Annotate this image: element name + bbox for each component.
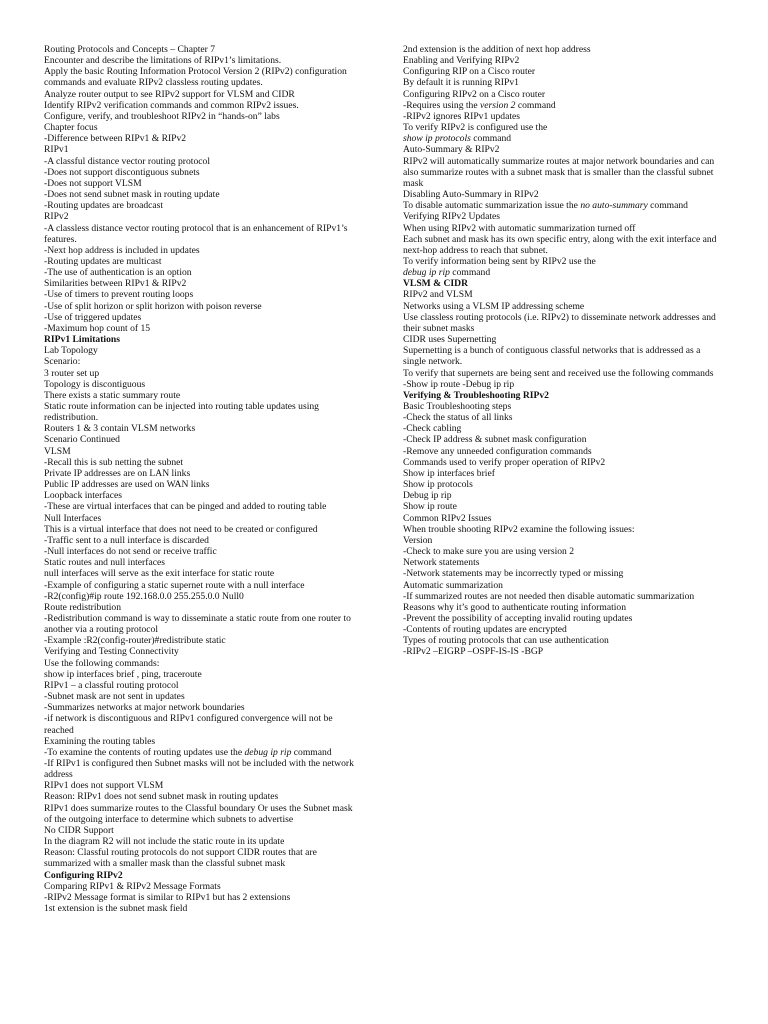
text-line: RIPv2 and VLSM <box>403 289 473 301</box>
text-line: Networks using a VLSM IP addressing scheme <box>403 300 585 312</box>
text-line: Static route information can be injected into routing table updates using redistribution. <box>44 401 319 424</box>
text-line: -Network statements may be incorrectly typed or missing <box>403 568 624 580</box>
text-line: Use the following commands: <box>44 657 160 669</box>
text-line: -Prevent the possibility of accepting invalid routing updates <box>403 612 633 624</box>
text-line <box>403 100 723 111</box>
text-line: Reasons why it’s good to authenticate routing information <box>403 601 627 613</box>
text-line: Scenario: <box>44 356 81 368</box>
text-line: -The use of authentication is an option <box>44 267 192 279</box>
text-line: When trouble shooting RIPv2 examine the following issues: <box>403 523 635 535</box>
text-line: Private IP addresses are on LAN links <box>44 467 191 479</box>
text-line: Enabling and Verifying RIPv2 <box>403 55 520 67</box>
text-line: -Routing updates are broadcast <box>44 200 164 212</box>
text-line: Comparing RIPv1 & RIPv2 Message Formats <box>44 880 221 892</box>
text-line: Verifying RIPv2 Updates <box>403 211 500 223</box>
text-line: Network statements <box>403 557 480 569</box>
text-line: Version <box>403 534 433 546</box>
text-line: -Traffic sent to a null interface is discarded <box>44 534 209 546</box>
text-line: Verifying and Testing Connectivity <box>44 646 179 658</box>
text-line: RIPv1 does summarize routes to the Classful boundary Or uses the Subnet mask of the outgoing interface to determine which subnets to advertise <box>44 802 353 825</box>
text-line: -Redistribution command is way to disseminate a static route from one router to another via a routing protocol <box>44 612 351 636</box>
text-line: Routers 1 & 3 contain VLSM networks <box>44 423 196 435</box>
text-line: -These are virtual interfaces that can be pinged and added to routing table <box>44 501 327 513</box>
text-line: -Check to make sure you are using version 2 <box>403 546 575 558</box>
text-line: -Routing updates are multicast <box>44 255 162 267</box>
text-line: By default it is running RIPv1 <box>403 77 519 89</box>
text-line: CIDR uses Supernetting <box>403 334 497 346</box>
text-line: Encounter and describe the limitations of RIPv1’s limitations. <box>44 55 282 67</box>
text-line: -Next hop address is included in updates <box>44 244 200 256</box>
text-line: RIPv2 <box>44 211 69 223</box>
text-line: Chapter focus <box>44 122 98 134</box>
text-line <box>44 747 360 758</box>
text-line: 1st extension is the subnet mask field <box>44 903 188 915</box>
text-line: -Remove any unneeded configuration commands <box>403 445 592 457</box>
text-line: -If summarized routes are not needed then disable automatic summarization <box>403 590 695 602</box>
text-line: To verify that supernets are being sent and received use the following commands <box>403 367 714 379</box>
text-line: Null Interfaces <box>44 512 102 524</box>
command-text: debug ip rip <box>244 746 292 758</box>
text-line: 2nd extension is the addition of next hop address <box>403 44 591 55</box>
text-line: Configuring RIP on a Cisco router <box>403 66 536 78</box>
text-line: RIPv2 will automatically summarize routes at major network boundaries and can also summarize routes with a subnet mask that is smaller than the classful subnet mask <box>403 155 715 189</box>
text-line: -Difference between RIPv1 & RIPv2 <box>44 133 187 145</box>
text-line: -Check the status of all links <box>403 412 513 424</box>
text-line: -RIPv2 ignores RIPv1 updates <box>403 110 520 122</box>
command-text: show ip protocols <box>403 133 471 145</box>
text-line: -if network is discontiguous and RIPv1 configured convergence will not be reached <box>44 713 333 736</box>
text-line: Public IP addresses are used on WAN links <box>44 479 210 491</box>
section-heading: Configuring RIPv2 <box>44 869 123 881</box>
text-line: -Does not support discontiguous subnets <box>44 166 200 178</box>
text-line: Loopback interfaces <box>44 490 123 502</box>
text-line: Basic Troubleshooting steps <box>403 401 512 412</box>
text-line: Apply the basic Routing Information Protocol Version 2 (RIPv2) configuration commands and evaluate RIPv2 classless routing updates. <box>44 66 347 89</box>
text-line: Configure, verify, and troubleshoot RIPv2 in “hands-on” labs <box>44 110 280 122</box>
text-line: -Example :R2(config-router)#redistribute static <box>44 635 226 647</box>
command-text: no auto-summary <box>580 200 648 212</box>
text-segment: command <box>647 200 688 212</box>
text-line: Reason: RIPv1 does not send subnet mask in routing updates <box>44 791 279 803</box>
section-heading: Verifying & Troubleshooting RIPv2 <box>403 389 549 401</box>
text-line: Reason: Classful routing protocols do not support CIDR routes that are summarized with a smaller mask than the classful subnet mask <box>44 847 317 870</box>
text-line: show ip interfaces brief , ping, traceroute <box>44 668 202 680</box>
text-line: -Check cabling <box>403 423 462 435</box>
text-line: No CIDR Support <box>44 824 114 836</box>
text-line: -RIPv2 –EIGRP –OSPF-IS-IS -BGP <box>403 646 544 658</box>
text-segment: -To examine the contents of routing updates use the <box>44 746 245 758</box>
text-line: Topology is discontiguous <box>44 378 146 390</box>
text-segment: command <box>470 133 512 145</box>
text-line: -Use of triggered updates <box>44 311 142 323</box>
text-line: Configuring RIPv2 on a Cisco router <box>403 88 546 100</box>
text-line: Static routes and null interfaces <box>44 557 165 569</box>
text-line: Scenario Continued <box>44 434 120 446</box>
text-line: Supernetting is a bunch of contiguous classful networks that is addressed as a single network. <box>403 345 701 368</box>
text-line: There exists a static summary route <box>44 389 181 401</box>
text-segment: command <box>515 99 556 111</box>
text-segment: command <box>291 746 332 758</box>
left-column <box>44 44 360 914</box>
text-line: Auto-Summary & RIPv2 <box>403 144 500 156</box>
text-line: Show ip route <box>403 501 457 513</box>
text-line: To verify information being sent by RIPv2 use the <box>403 255 596 267</box>
text-line: 3 router set up <box>44 367 100 379</box>
section-heading: RIPv1 Limitations <box>44 334 120 346</box>
text-line: Each subnet and mask has its own specific entry, along with the exit interface and next-hop address to reach that subnet. <box>403 233 717 256</box>
text-line: Examining the routing tables <box>44 735 156 747</box>
text-line: Types of routing protocols that can use authentication <box>403 635 609 647</box>
text-line: RIPv1 does not support VLSM <box>44 780 164 792</box>
text-line: -Use of timers to prevent routing loops <box>44 289 194 301</box>
text-line: This is a virtual interface that does not need to be created or configured <box>44 523 318 535</box>
text-line: -Summarizes networks at major network boundaries <box>44 702 245 714</box>
text-line: In the diagram R2 will not include the static route in its update <box>44 836 285 848</box>
text-line: To verify RIPv2 is configured use the <box>403 122 548 134</box>
text-line: -Subnet mask are not sent in updates <box>44 691 185 703</box>
text-line: Routing Protocols and Concepts – Chapter 7 <box>44 44 216 55</box>
text-line: RIPv1 – a classful routing protocol <box>44 679 179 691</box>
text-line: -Use of split horizon or split horizon with poison reverse <box>44 300 262 312</box>
text-line: RIPv1 <box>44 144 69 156</box>
text-line: -RIPv2 Message format is similar to RIPv1 but has 2 extensions <box>44 891 291 903</box>
text-line: Identify RIPv2 verification commands and common RIPv2 issues. <box>44 99 299 111</box>
right-column <box>403 44 723 658</box>
text-line: -Recall this is sub netting the subnet <box>44 456 184 468</box>
text-line: Automatic summarization <box>403 579 503 591</box>
text-line: -R2(config)#ip route 192.168.0.0 255.255.0.0 Null0 <box>44 590 244 602</box>
text-segment: command <box>449 267 491 279</box>
text-line: Lab Topology <box>44 345 98 357</box>
text-line: Similarities between RIPv1 & RIPv2 <box>44 278 187 290</box>
text-line: -A classless distance vector routing protocol that is an enhancement of RIPv1’s features. <box>44 222 348 245</box>
text-line: Common RIPv2 Issues <box>403 512 492 524</box>
text-line: Debug ip rip <box>403 490 452 502</box>
text-line: Route redistribution <box>44 601 122 613</box>
text-line <box>403 267 723 278</box>
text-segment: To disable automatic summarization issue the <box>403 200 581 212</box>
text-line: Commands used to verify proper operation of RIPv2 <box>403 456 606 468</box>
text-segment: -Requires using the <box>403 99 481 111</box>
text-line: -Does not send subnet mask in routing update <box>44 189 220 201</box>
text-line <box>403 133 723 144</box>
text-line: VLSM <box>44 445 71 457</box>
text-line <box>403 200 723 211</box>
text-line: -Check IP address & subnet mask configuration <box>403 434 587 446</box>
text-line: -Example of configuring a static supernet route with a null interface <box>44 579 305 591</box>
text-line: null interfaces will serve as the exit interface for static route <box>44 568 275 580</box>
text-line: -Maximum hop count of 15 <box>44 322 151 334</box>
text-line: -Does not support VLSM <box>44 177 142 189</box>
text-line: -Null interfaces do not send or receive traffic <box>44 546 217 558</box>
text-line: Use classless routing protocols (i.e. RIPv2) to disseminate network addresses and their subnet masks <box>403 311 716 334</box>
text-line: -Contents of routing updates are encrypted <box>403 624 567 636</box>
command-text: version 2 <box>480 99 516 111</box>
section-heading: VLSM & CIDR <box>403 278 469 290</box>
text-line: -If RIPv1 is configured then Subnet masks will not be included with the network address <box>44 758 354 781</box>
text-line: -A classful distance vector routing protocol <box>44 155 210 167</box>
text-line: Analyze router output to see RIPv2 support for VLSM and CIDR <box>44 88 295 100</box>
text-line: Show ip interfaces brief <box>403 467 495 479</box>
command-text: debug ip rip <box>403 267 450 279</box>
text-line: -Show ip route -Debug ip rip <box>403 378 515 390</box>
text-line: When using RIPv2 with automatic summarization turned off <box>403 222 636 234</box>
text-line: Show ip protocols <box>403 479 473 491</box>
text-line: Disabling Auto-Summary in RIPv2 <box>403 189 539 201</box>
